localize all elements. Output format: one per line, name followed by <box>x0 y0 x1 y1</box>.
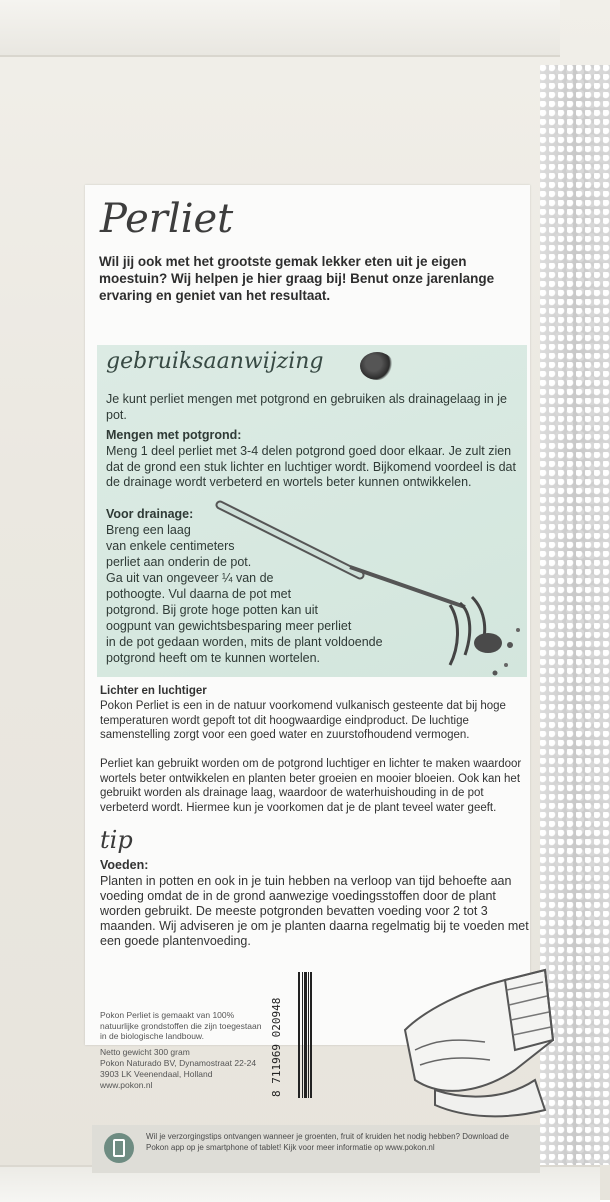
mix-text: Meng 1 deel perliet met 3-4 delen potgrond goed door elkaar. Je zult zien dat de grond een stuk lichter en luchtiger wordt. Bijkomend voordeel is dat de drainage wordt verbeterd en wortels beter kunnen ontwikkelen. <box>106 444 516 489</box>
drainage-line: perliet aan onderin de pot. <box>106 555 252 569</box>
smartphone-icon <box>113 1139 125 1157</box>
tip-heading: tip <box>100 826 133 854</box>
address-line: Pokon Naturado BV, Dynamostraat 22-24 <box>100 1058 257 1068</box>
organic-note: Pokon Perliet is gemaakt van 100% natuurlijke grondstoffen die zijn toegestaan in de biologische landbouw. <box>100 1010 262 1041</box>
address-line: Netto gewicht 300 gram <box>100 1047 190 1057</box>
address-line: www.pokon.nl <box>100 1080 153 1090</box>
lighter-heading: Lichter en luchtiger <box>100 685 207 697</box>
lighter-text: Pokon Perliet is een in de natuur voorkomend vulkanisch gesteente dat bij hoge temperaturen wordt gepoft tot dit hoogwaardige eindproduct. De luchtige samenstelling zorgt voor een goed water en zuurstofhoudend vermogen. <box>100 700 506 741</box>
drainage-line: Ga uit van ongeveer ¼ van de <box>106 571 274 585</box>
tip-subheading: Voeden: <box>100 858 149 872</box>
drainage-line: Breng een laag <box>106 523 191 537</box>
tip-text: Planten in potten en ook in je tuin hebben na verloop van tijd behoefte aan voeding omdat de in de grond aanwezige voedingsstoffen door de plant worden gebruikt. De meeste potgronden bevatten voeding voor 2 tot 3 maanden. Wij adviseren je om je planten daarna regelmatig bij te voeden met een goede plantenvoeding. <box>100 874 529 948</box>
intro-text: Wil jij ook met het grootste gemak lekker eten uit je eigen moestuin? Wij helpen je hier graag bij! Benut onze jarenlange ervaring en geniet van het resultaat. <box>99 254 495 303</box>
soil-clump-icon <box>360 352 394 380</box>
gardening-gloves-illustration <box>395 950 555 1120</box>
product-title: Perliet <box>100 196 234 242</box>
lighter-text-2: Perliet kan gebruikt worden om de potgrond luchtiger en lichter te maken waardoor wortels beter ontwikkelen en planten beter groeien en mooier bloeien. Ook kan het gebruikt worden als drainage laag, waardoor de waterhuishouding in de pot verbeterd wordt. Hiermee kun je voorkomen dat je de plant teveel water geeft. <box>100 758 522 814</box>
barcode <box>286 970 312 1100</box>
drainage-line: pothoogte. Vul daarna de pot met <box>106 587 292 601</box>
drainage-line: oogpunt van gewichtsbesparing meer perliet <box>106 619 352 633</box>
drainage-heading: Voor drainage: <box>106 507 194 521</box>
drainage-line: in de pot gedaan worden, mits de plant voldoende <box>106 635 383 649</box>
drainage-line: potgrond heeft om te kunnen wortelen. <box>106 651 321 665</box>
bag-top-seal <box>0 0 560 57</box>
barcode-number: 8 711969 020948 <box>270 997 283 1097</box>
usage-lead: Je kunt perliet mengen met potgrond en gebruiken als drainagelaag in je pot. <box>106 392 507 422</box>
mix-heading: Mengen met potgrond: <box>106 428 242 442</box>
app-info-text: Wil je verzorgingstips ontvangen wanneer je groenten, fruit of kruiden het nodig hebben? Download de Pokon app op je smartphone of tablet! Kijk voor meer informatie op www.pokon.nl <box>146 1132 509 1152</box>
address-line: 3903 LK Veenendaal, Holland <box>100 1069 213 1079</box>
usage-heading: gebruiksaanwijzing <box>106 349 324 374</box>
drainage-line: potgrond. Bij grote hoge potten kan uit <box>106 603 318 617</box>
drainage-line: van enkele centimeters <box>106 539 235 553</box>
hand-cultivator-illustration <box>210 495 530 685</box>
